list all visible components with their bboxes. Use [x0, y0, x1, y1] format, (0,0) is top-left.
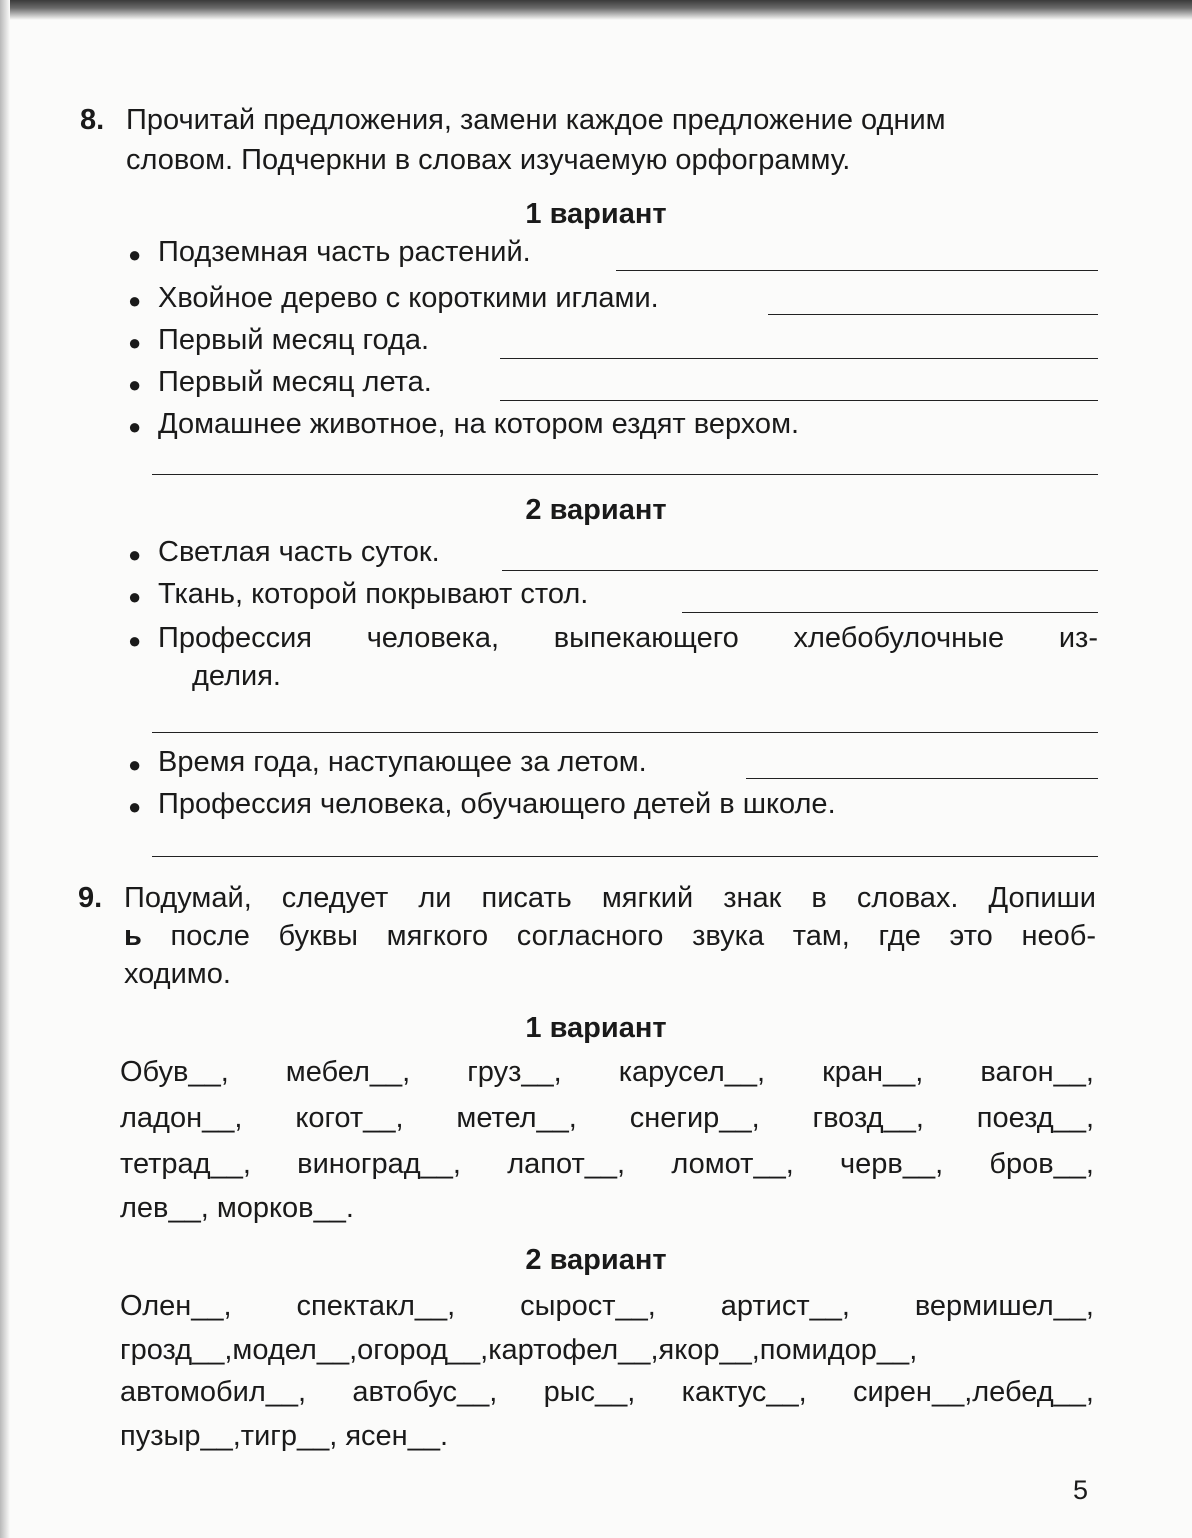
answer-line: [152, 856, 1098, 857]
task-8-v1-item-5: Домашнее животное, на котором ездят верхом.: [158, 408, 800, 440]
bullet-icon: ●: [128, 794, 142, 819]
task-8-v1-item-2: Хвойное дерево с короткими иглами.: [158, 282, 659, 314]
task-8-variant-1-title: 1 вариант: [525, 198, 667, 230]
task-9-text-line-2-rest: после буквы мягкого согласного звука там, где это необ-: [141, 920, 1096, 952]
answer-line: [768, 314, 1098, 315]
task-8-v1-item-4: Первый месяц лета.: [158, 366, 432, 398]
task-8-v2-item-2: Ткань, которой покрывают стол.: [158, 578, 589, 610]
answer-line: [500, 358, 1098, 359]
bullet-icon: ●: [128, 242, 142, 267]
bullet-icon: ●: [128, 752, 142, 777]
task-9-v1-line-1: Обув__, мебел__, груз__, карусел__, кран__, вагон__,: [120, 1056, 1094, 1088]
answer-line: [500, 400, 1098, 401]
bullet-icon: ●: [128, 542, 142, 567]
task-8-v2-item-1: Светлая часть суток.: [158, 536, 440, 568]
answer-line: [152, 474, 1098, 475]
task-8-text-line-2: словом. Подчеркни в словах изучаемую орфограмму.: [126, 144, 851, 176]
task-9-v2-line-3: автомобил__, автобус__, рыс__, кактус__, сирен__,лебед__,: [120, 1376, 1094, 1408]
task-8-number: 8.: [80, 104, 105, 136]
answer-line: [682, 612, 1098, 613]
task-9-variant-1-title: 1 вариант: [525, 1012, 667, 1044]
answer-line: [616, 270, 1098, 271]
task-9-v2-line-2: грозд__,модел__,огород__,картофел__,якор__,помидор__,: [120, 1334, 918, 1366]
task-8-v2-item-3: Профессия человека, выпекающего хлебобулочные из-: [158, 622, 1098, 654]
task-8-v2-item-3-cont: делия.: [192, 660, 281, 692]
task-8-v2-item-4: Время года, наступающее за летом.: [158, 746, 647, 778]
task-9-variant-2-title: 2 вариант: [525, 1244, 667, 1276]
task-8-v2-item-5: Профессия человека, обучающего детей в школе.: [158, 788, 836, 820]
answer-line: [502, 570, 1098, 571]
bullet-icon: ●: [128, 628, 142, 653]
answer-line: [746, 778, 1098, 779]
task-9-v2-line-4: пузыр__,тигр__, ясен__.: [120, 1420, 449, 1452]
bullet-icon: ●: [128, 414, 142, 439]
task-9-text-line-3: ходимо.: [124, 958, 231, 990]
task-8-text-line-1: Прочитай предложения, замени каждое предложение одним: [126, 104, 946, 136]
bullet-icon: ●: [128, 288, 142, 313]
page-top-edge: [0, 0, 1192, 20]
task-8-v1-item-1: Подземная часть растений.: [158, 236, 531, 268]
task-9-v2-line-1: Олен__, спектакл__, сырост__, артист__, вермишел__,: [120, 1290, 1094, 1322]
task-8-variant-2-title: 2 вариант: [525, 494, 667, 526]
answer-line: [152, 732, 1098, 733]
task-9-v1-line-3: тетрад__, виноград__, лапот__, ломот__, черв__, бров__,: [120, 1148, 1094, 1180]
bullet-icon: ●: [128, 584, 142, 609]
task-9-text-line-2: [124, 920, 1096, 953]
bullet-icon: ●: [128, 330, 142, 355]
soft-sign-letter: ь: [124, 920, 142, 952]
task-9-text-line-1: Подумай, следует ли писать мягкий знак в словах. Допиши: [124, 882, 1096, 914]
task-8-v1-item-3: Первый месяц года.: [158, 324, 430, 356]
bullet-icon: ●: [128, 372, 142, 397]
task-9-number: 9.: [78, 882, 103, 914]
page-number: 5: [1073, 1475, 1089, 1505]
task-9-v1-line-4: лев__, морков__.: [120, 1192, 354, 1224]
task-9-v1-line-2: ладон__, когот__, метел__, снегир__, гвозд__, поезд__,: [120, 1102, 1094, 1134]
